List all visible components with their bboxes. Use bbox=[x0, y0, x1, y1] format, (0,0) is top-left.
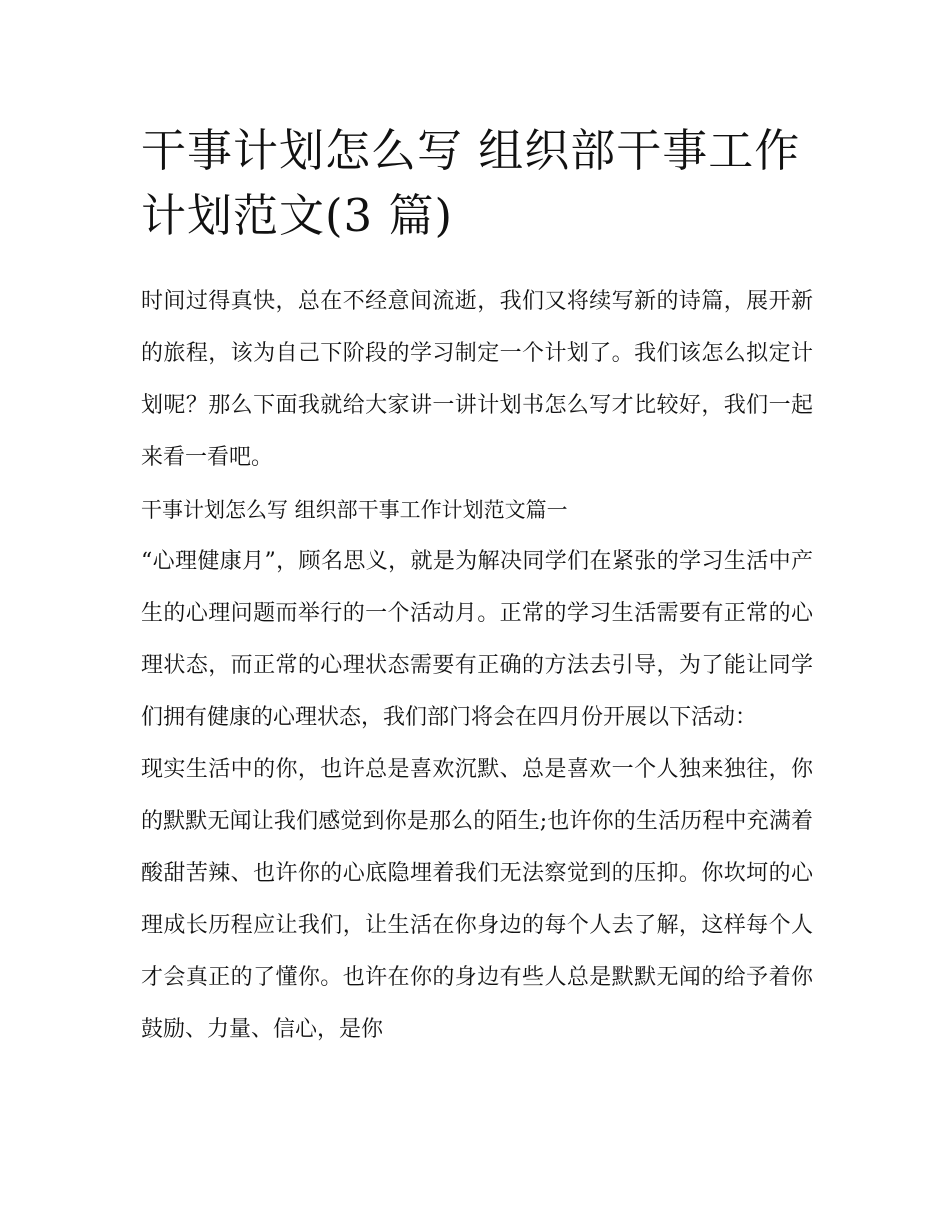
section-heading: 干事计划怎么写 组织部干事工作计划范文篇一 bbox=[141, 498, 568, 522]
body-paragraph-2: 现实生活中的你，也许总是喜欢沉默、总是喜欢一个人独来独往，你的默默无闻让我们感觉到你是那么的陌生;也许你的生活历程中充满着酸甜苦辣、也许你的心底隐埋着我们无法察觉到的压抑。你坎坷的心理成长历程应让我们，让生活在你身边的每个人去了解，这样每个人才会真正的了懂你。也许在你的身边有些人总是默默无闻的给予着你鼓励、力量、信心，是你 bbox=[141, 757, 813, 1042]
document-page bbox=[141, 118, 813, 1056]
intro-paragraph: 时间过得真快，总在不经意间流逝，我们又将续写新的诗篇，展开新的旅程，该为自己下阶段的学习制定一个计划了。我们该怎么拟定计划呢？那么下面我就给大家讲一讲计划书怎么写才比较好，我们一起来看一看吧。 bbox=[141, 289, 813, 470]
body-paragraph-1: “心理健康月”，顾名思义，就是为解决同学们在紧张的学习生活中产生的心理问题而举行的一个活动月。正常的学习生活需要有正常的心理状态，而正常的心理状态需要有正确的方法去引导，为了能让同学们拥有健康的心理状态，我们部门将会在四月份开展以下活动： bbox=[141, 549, 813, 730]
document-title: 干事计划怎么写 组织部干事工作计划范文(3 篇) bbox=[141, 124, 801, 242]
document-body bbox=[141, 276, 813, 1056]
